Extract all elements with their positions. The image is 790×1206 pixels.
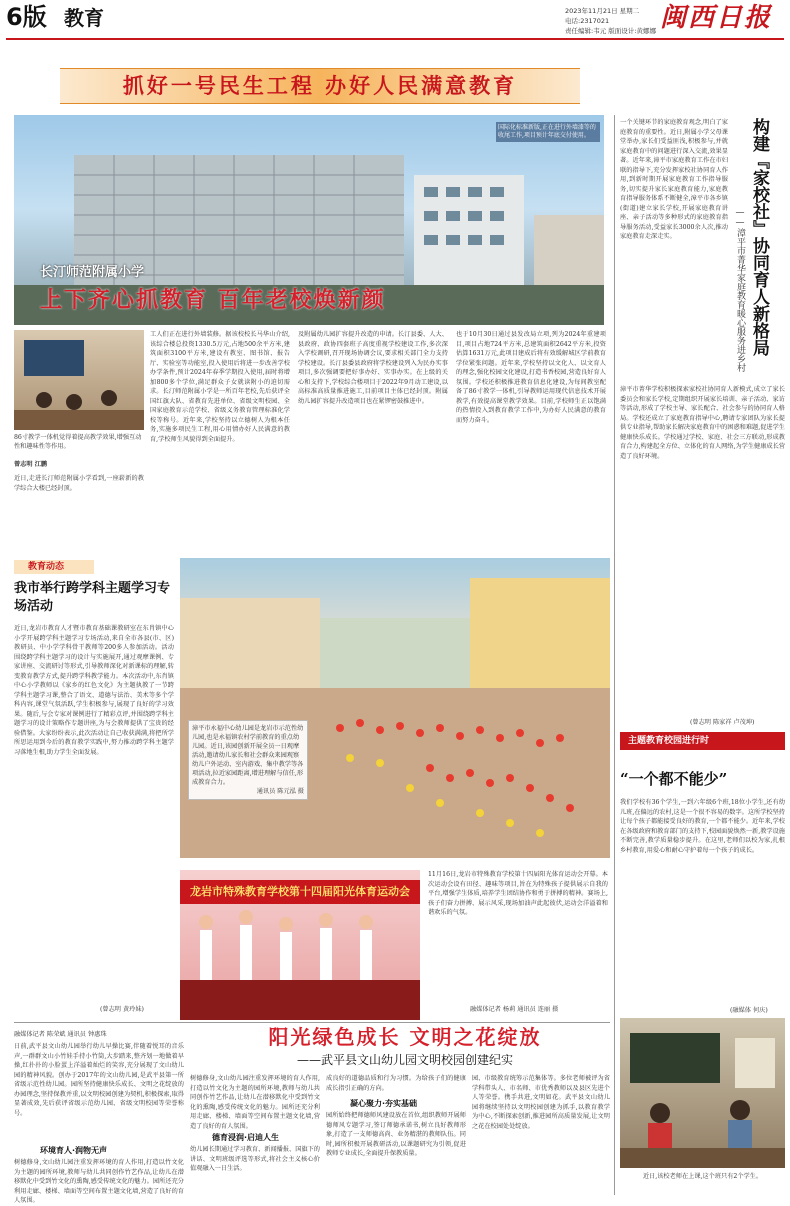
masthead-phone: 电话:2317021 [565,17,610,25]
right-top-text: 一个关键环节的家庭教育观念,明白了家庭教育的重要性。近日,附属小学父母课堂举办,家长们受益匪浅,积极参与,并就家庭教育中的问题进行深入交流,效果显著。近年来,漳平市家庭教育工作在市妇联的指导下,充分发挥家校社协同育人作用,到新时期开展家庭教育工作指导服务,切实提升家长家庭教育能力,家庭教育指导服务体系不断健全,漳平市各乡镇(街道)建立家长学校,开展家庭教育讲座、亲子活动等多种形式的家庭教育指导服务活动,受益家长3000余人次,推动家庭教育走深走实。 [620,119,728,240]
main-col3: 也于10月30日通过县发改局立项,列为2024年重建项目,项目占地724平方米,总建筑面积2642平方米,投资估算1631万元,此项目建成后将有效缓解城区学前教育学位紧张问题。近年来,学校坚持以文化人、以文育人的理念,强化校园文化建设,打造书香校园,营造良好育人氛围。学校还积极推进教育信息化建设,为每间教室配备了86寸教学一体机,引导教师运用现代信息技术开展教学,有效提高课堂教学效果。目前,学校师生正以饱满的热情投入到教育教学工作中,为办好人民满意的教育而努力奋斗。 [456,331,606,424]
newspaper-logo: 闽西日报 [660,3,773,33]
sports-caption: 11月16日,龙岩市特殊教育学校第十四届阳光体育运动会开幕。本次运动会设有田径、趣味等项目,旨在为特殊孩子提供展示自我的平台,增强学生体质,培养学生团结协作和勇于拼搏的精神。赛场上,孩子们奋力拼搏、展示风采,现场加油声此起彼伏,运动会洋溢着和谐欢乐的气氛。 [428,871,608,916]
main-col2: 及附属幼儿园扩容提升改造的申请。长汀县委、人大、县政府、政协四套班子高度重视学校建设工作,多次深入学校调研,召开现场协调会议,要求相关部门全力支持学校建设。长汀县委县政府将学校建设列入为民办实事项目,多次强调要把好事办好、实事办实。在上级的关心和支持下,学校综合楼项目于2022年9月动工建设,以高标准高质量推进施工,目前项目主体已经封顶。附属幼儿园扩容提升改造项目也在紧锣密鼓推进中。 [298,331,448,405]
section-title: 教育 [64,6,104,30]
right-column-divider [614,115,615,1195]
kindergarten-caption [188,720,308,800]
sports-byline: 融媒体记者 杨莉 通讯员 连丽 摄 [470,1006,559,1013]
bottom-subheadline: ——武平县文山幼儿园文明校园创建纪实 [296,1053,513,1067]
right-byline: (曾志明 陈家祥 卢茂坤) [690,719,755,726]
bottom-sub2: 德育浸润·启迪人生 [212,1133,280,1142]
main-intro: 近日,走进长汀师范附属小学看到,一座崭新的教学综合大楼已经封顶。 [14,475,144,492]
rural-classroom-caption: 近日,该校老师在上课,这个班只有2个学生。 [642,1173,763,1180]
bottom-sub3: 凝心聚力·夯实基础 [350,1099,418,1108]
banner-text: 抓好一号民生工程 办好人民满意教育 [122,73,518,98]
main-headline: 上下齐心抓教育 百年老校焕新颜 [40,287,386,313]
masthead-date: 2023年11月21日 星期二 [565,7,640,15]
photo-corner-caption: 国际化标准新版,正在进行外墙漆等的收尾工作,项目预计年底交付使用。 [496,122,600,142]
kindergarten-caption-text: 漳平市永福中心幼儿园是龙岩市示范性幼儿园,也是永福镇农村学前教育的重点幼儿园。近日,该园创新开展全员一日观摩活动,邀请幼儿家长和社会群众来园观察幼儿户外运动、室内游戏、集中教学等各项活动,拉近家园距离,增进理解与信任,形成教育合力。 [192,725,304,786]
bottom-col2b: 幼儿园长期通过学习教育、新闻播报、国旗下的讲话、文明班级评选等形式,将社会主义核心价值观融入一日生活。 [190,1146,320,1172]
bottom-col3: 成良好的道德品质和行为习惯。为给孩子们的健康成长指引正确的方向。 [326,1075,466,1092]
sports-meet-photo [180,870,420,1020]
bottom-col2: 树德修身,文山幼儿园注重发挥环境的育人作用,打造以竹文化为主题的园所环境,教师与幼儿共同创作竹艺作品,让幼儿在潜移默化中受到竹文化的熏陶,感受传统文化的魅力。园所还充分利用走廊、楼梯、墙面等空间布置主题文化墙,营造了良好的育人氛围。 [190,1075,320,1130]
section-bar-text: 主题教育校园进行时 [628,736,710,746]
masthead-editors: 责任编辑:韦元 版面设计:黄娜娜 [565,27,656,35]
bottom-lead: 日前,武平县文山幼儿园举行幼儿早操比赛,伴随着悦耳的音乐声,一群群文山小竹娃手持小竹筒,大步踏来,整齐划一地做着早操,红扑扑的小脸蛋上洋溢着灿烂的笑容,充分展现了文山幼儿园的精神风貌。创办于2017年的文山幼儿园,是武平县第一所省级示范性幼儿园。园所坚持健康快乐成长、文明之花绽放的办园理念,坚持保教并重,以文明校园创建为契机,积极探索,取得显著成效,先后获评省级示范幼儿园、省级文明校园等荣誉称号。 [14,1043,184,1117]
classroom-caption: 86寸教学一体机觉得着提高教学效果,增强互动性和趣味性等作用。 [14,434,142,450]
classroom-photo [14,330,144,430]
bottom-byline: 融媒体记者 陈荣斌 通讯员 钟惠珠 [14,1031,107,1038]
bottom-sub1: 环境育人·润物无声 [40,1146,108,1155]
main-byline: 曾志明 江鹏 [14,461,48,468]
bottom-col3b: 园所始终把师德师风建设放在首位,组织教师开展师德师风专题学习,签订师德承诺书,树立良好教师形象,打造了一支师德高尚、业务精湛的教师队伍。同时,园所积极开展教研活动,以课题研究为引领,促进教师专业成长,全面提升保教质量。 [326,1112,466,1157]
photo-school-label: 长汀师范附属小学 [40,265,145,280]
kindergarten-photo-byline: 通讯员 陈元泓 摄 [256,788,304,795]
right-subheadline: ——漳平市菁华家庭教育暖心服务进乡村 [735,208,745,372]
edu-news-body: 近日,龙岩市教育人才暨市教育基础课教研室在东肖镇中心小学开展跨学科主题学习专场活动,来自全市各县(市、区)教研员、中小学学科骨干教师等200多人参加活动。活动围绕跨学科主题学习的设计与实施展开,通过观摩课例、专家讲座、交流研讨等形式,引导教师深化对新课标的理解,转变教育教学方式,提升跨学科教学能力。本次活动中,东肖镇中心小学教师以《家乡的红色文化》为主题执教了一节跨学科主题学习课,整合了语文、道德与法治、美术等多个学科内容,课堂气氛活跃,学生积极参与,展现了良好的学习效果。随后,与会专家对课例进行了精彩点评,并围绕跨学科主题学习的设计策略作专题讲座,为与会教师提供了宝贵的经验借鉴。大家纷纷表示,此次活动让自己收获满满,将把所学所思运用到今后的教育教学实践中,努力推动跨学科主题学习落地生根,助力学生全面发展。 [14,625,174,756]
right-body3: 我们学校有36个学生,一到六年级6个班,18位小学生,还有幼儿班,在偏远的农村,这是一个很不容易的数字。这所学校坚持让每个孩子都能接受良好的教育,一个都不能少。近年来,学校在各级政府和教育部门的支持下,校园面貌焕然一新,教学设施不断完善,教学质量稳步提升。在这里,老师们以校为家,扎根乡村教育,用爱心和耐心守护着每一个孩子的成长。 [620,799,785,854]
bottom-col4: 园、市级教育统筹示范集体等。多位老师被评为省学科带头人、市名师、市优秀教师以及县区先进个人等荣誉。携手共进,文明如花。武平县文山幼儿园将继续坚持以文明校园创建为抓手,以教育教学为中心,不断探索创新,推进园所高质量发展,让文明之花在校园处处绽放。 [472,1075,610,1130]
right-title2: “一个都不能少” [620,770,728,788]
page-number: 6版 [6,3,47,31]
kindergarten-photo [180,558,610,858]
right-byline3: (融媒体 何庆) [730,1007,768,1014]
edu-news-tag: 教育动态 [28,562,65,572]
sports-banner: 龙岩市特殊教育学校第十四届阳光体育运动会 [180,880,420,904]
edu-news-byline: (曾志明 黄玲妹) [100,1006,144,1013]
rural-classroom-photo [620,1018,785,1168]
edu-news-title: 我市举行跨学科主题学习专场活动 [14,581,171,614]
bottom-lead-cont: 树德修身,文山幼儿园注重发挥环境的育人作用,打造以竹文化为主题的园所环境,教师与幼儿共同创作竹艺作品,让幼儿在潜移默化中受到竹文化的熏陶,感受传统文化的魅力。园所还充分利用走廊、楼梯、墙面等空间布置主题文化墙,营造了良好的育人氛围。 [14,1159,184,1204]
bottom-headline: 阳光绿色成长 文明之花绽放 [268,1025,542,1049]
masthead-rule [6,38,784,40]
right-body2: 漳平市菁华学校积极探索家校社协同育人新模式,成立了家长委员会和家长学校,定期组织开展家长培训、亲子活动、家访等活动,形成了学校主导、家长配合、社会参与的协同育人格局。学校还成立了家庭教育指导中心,聘请专家团队为家长提供专业指导,帮助家长解决家庭教育中的困惑和难题,促进学生健康快乐成长。学校通过学校、家庭、社会三方联动,形成教育合力,构建起全方位、立体化的育人网络,为学生健康成长营造了良好环境。 [620,386,785,460]
main-col1: 工人们正在进行外墙装修。据该校校长马华山介绍,该综合楼总投资1330.5万元,占地500余平方米,建筑面积3100平方米,建设有教室、图书馆、报告厅、实验室等功能室,投入使用后将进一步改善学校办学条件,预计2024年春季学期投入使用,届时将增加800多个学位,满足群众子女就读附小的迫切需求。长汀师范附属小学是一所百年老校,先后获评全国红旗大队、省教育先进单位、省级文明校园、全国家庭教育示范学校、省级义务教育管理标准化学校等称号。近年来,学校坚持以立德树人为根本任务,实施多项民生工程,用心用情办好人民满意的教育,学校师生风貌得到全面提升。 [150,331,290,443]
right-headline: 构建『家校社』协同育人新格局 [749,118,769,356]
